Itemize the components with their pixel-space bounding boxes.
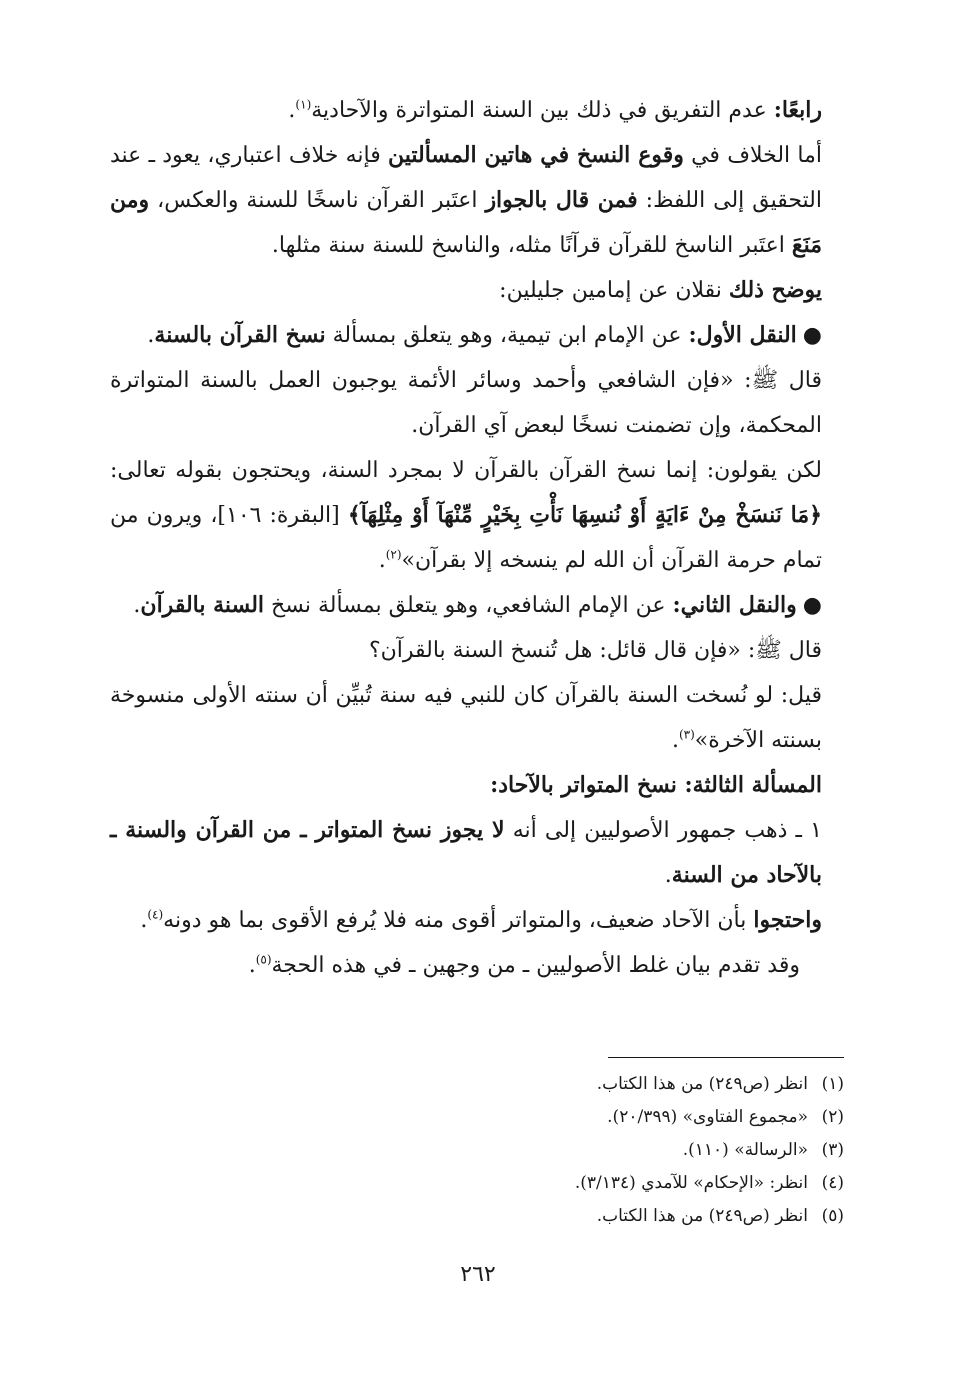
bullet-icon: ● xyxy=(802,592,822,618)
footnote-item xyxy=(110,1101,844,1134)
bullet-icon: ● xyxy=(802,322,822,348)
footnote-ref[interactable]: (١) xyxy=(295,97,312,112)
paragraph-text: قال ﷺ: «فإن الشافعي وأحمد وسائر الأئمة يوجبون العمل بالسنة المتواترة المحكمة، وإن تضمنت نسخًا لبعض آي القرآن. xyxy=(110,368,822,438)
footnote-item xyxy=(110,1134,844,1167)
paragraph-naql-1 xyxy=(110,313,844,358)
footnote-item xyxy=(110,1167,844,1200)
paragraph-text: عن الإمام ابن تيمية، وهو يتعلق بمسألة xyxy=(325,323,689,348)
paragraph-text: قيل: لو نُسخت السنة بالقرآن كان للنبي فيه سنة تُبيِّن أن سنته الأولى منسوخة بسنته الآخرة» xyxy=(110,683,822,753)
period: . xyxy=(248,953,256,978)
paragraph-taqaddam xyxy=(110,943,844,988)
bold-segment: السنة بالقرآن xyxy=(140,592,265,618)
period: . xyxy=(133,593,141,618)
paragraph-text: عدم التفريق في ذلك بين السنة المتواترة والآحادية xyxy=(311,98,774,123)
period: . xyxy=(140,908,148,933)
quran-verse: ﴿مَا نَنسَخْ مِنْ ءَايَةٍ أَوْ نُنسِهَا نَأْتِ بِخَيْرٍ مِّنْهَآ أَوْ مِثْلِهَآ﴾ xyxy=(347,502,823,528)
footnote-number: (٤) xyxy=(821,1173,844,1193)
footnote-text: «الرسالة» (١١٠). xyxy=(682,1140,808,1160)
paragraph-text: قال ﷺ: «فإن قال قائل: هل تُنسخ السنة بالقرآن؟ xyxy=(368,638,822,663)
text-segment: لكن يقولون: إنما نسخ القرآن بالقرآن لا بمجرد السنة، ويحتجون بقوله تعالى: xyxy=(110,458,822,483)
footnote-ref[interactable]: (٣) xyxy=(678,727,695,742)
paragraph-naql-2 xyxy=(110,583,844,628)
page-number: ٢٦٢ xyxy=(460,1262,496,1287)
bold-segment: وقوع النسخ في هاتين المسألتين xyxy=(388,142,684,168)
period: . xyxy=(664,863,672,888)
paragraph-text: عن الإمام الشافعي، وهو يتعلق بمسألة نسخ xyxy=(264,593,673,618)
footnote-ref[interactable]: (٤) xyxy=(147,907,164,922)
footnote-number: (٥) xyxy=(821,1206,844,1226)
footnote-text: انظر (ص٢٤٩) من هذا الكتاب. xyxy=(596,1206,808,1226)
footnote-divider xyxy=(608,1057,844,1058)
bold-lead: يوضح ذلك xyxy=(728,277,822,303)
period: . xyxy=(671,728,679,753)
text-segment: أما الخلاف في xyxy=(683,143,822,168)
section-heading xyxy=(110,763,844,808)
bold-segment: فمن قال بالجواز xyxy=(485,187,638,213)
footnote-number: (٣) xyxy=(821,1140,844,1160)
paragraph-rabian xyxy=(110,88,844,133)
footnote-number: (٢) xyxy=(821,1107,844,1127)
paragraph-lakin xyxy=(110,448,844,583)
footnote-item xyxy=(110,1200,844,1233)
bold-segment: نسخ القرآن بالسنة xyxy=(154,322,326,348)
period: . xyxy=(288,98,296,123)
footnote-ref[interactable]: (٥) xyxy=(255,952,272,967)
heading-text: المسألة الثالثة: نسخ المتواتر بالآحاد: xyxy=(490,772,822,798)
text-segment: اعتَبر القرآن ناسخًا للسنة والعكس، xyxy=(149,188,486,213)
paragraph-text: بأن الآحاد ضعيف، والمتواتر أقوى منه فلا يُرفع الأقوى بما هو دونه xyxy=(163,908,754,933)
paragraph-dhahaba xyxy=(110,808,844,898)
bold-lead: النقل الأول: xyxy=(688,322,797,348)
text-segment: ١ ـ ذهب جمهور الأصوليين إلى أنه xyxy=(504,818,822,843)
bold-lead: رابعًا: xyxy=(773,97,822,123)
paragraph-qila xyxy=(110,673,844,763)
text-segment: اعتَبر الناسخ للقرآن قرآنًا مثله، والناسخ للسنة سنة مثلها. xyxy=(271,233,792,258)
page-body xyxy=(110,88,844,988)
paragraph-ihtajju xyxy=(110,898,844,943)
bold-segment: لا يجوز نسخ المتواتر ـ من القرآن والسنة ـ بالآحاد من السنة xyxy=(110,817,822,888)
paragraph-yuwaddih xyxy=(110,268,844,313)
text-segment: [البقرة: ١٠٦]، ويرون من تمام حرمة القرآن أن الله لم ينسخه إلا بقرآن» xyxy=(110,503,822,573)
footnotes-list xyxy=(110,1068,844,1233)
paragraph-qala-shafii xyxy=(110,628,844,673)
bold-lead: والنقل الثاني: xyxy=(672,592,797,618)
paragraph-text: نقلان عن إمامين جليلين: xyxy=(499,278,729,303)
footnote-ref[interactable]: (٢) xyxy=(385,547,402,562)
bold-lead: واحتجوا xyxy=(753,907,822,933)
paragraph-quote-ibn-taymiyya xyxy=(110,358,844,448)
bold-segment: ومن مَنَعَ xyxy=(110,187,822,258)
footnote-text: انظر (ص٢٤٩) من هذا الكتاب. xyxy=(596,1074,808,1094)
footnote-text: «مجموع الفتاوى» (٢٠/٣٩٩). xyxy=(607,1107,808,1127)
text-segment: فإنه خلاف اعتباري، يعود ـ عند التحقيق إلى اللفظ: xyxy=(110,143,823,213)
period: . xyxy=(378,548,386,573)
paragraph-text: وقد تقدم بيان غلط الأصوليين ـ من وجهين ـ في هذه الحجة xyxy=(271,953,800,978)
footnote-number: (١) xyxy=(821,1074,844,1094)
footnote-item xyxy=(110,1068,844,1101)
footnote-text: انظر: «الإحكام» للآمدي (٣/١٣٤). xyxy=(574,1173,808,1193)
paragraph-khilaf xyxy=(110,133,844,268)
period: . xyxy=(147,323,155,348)
